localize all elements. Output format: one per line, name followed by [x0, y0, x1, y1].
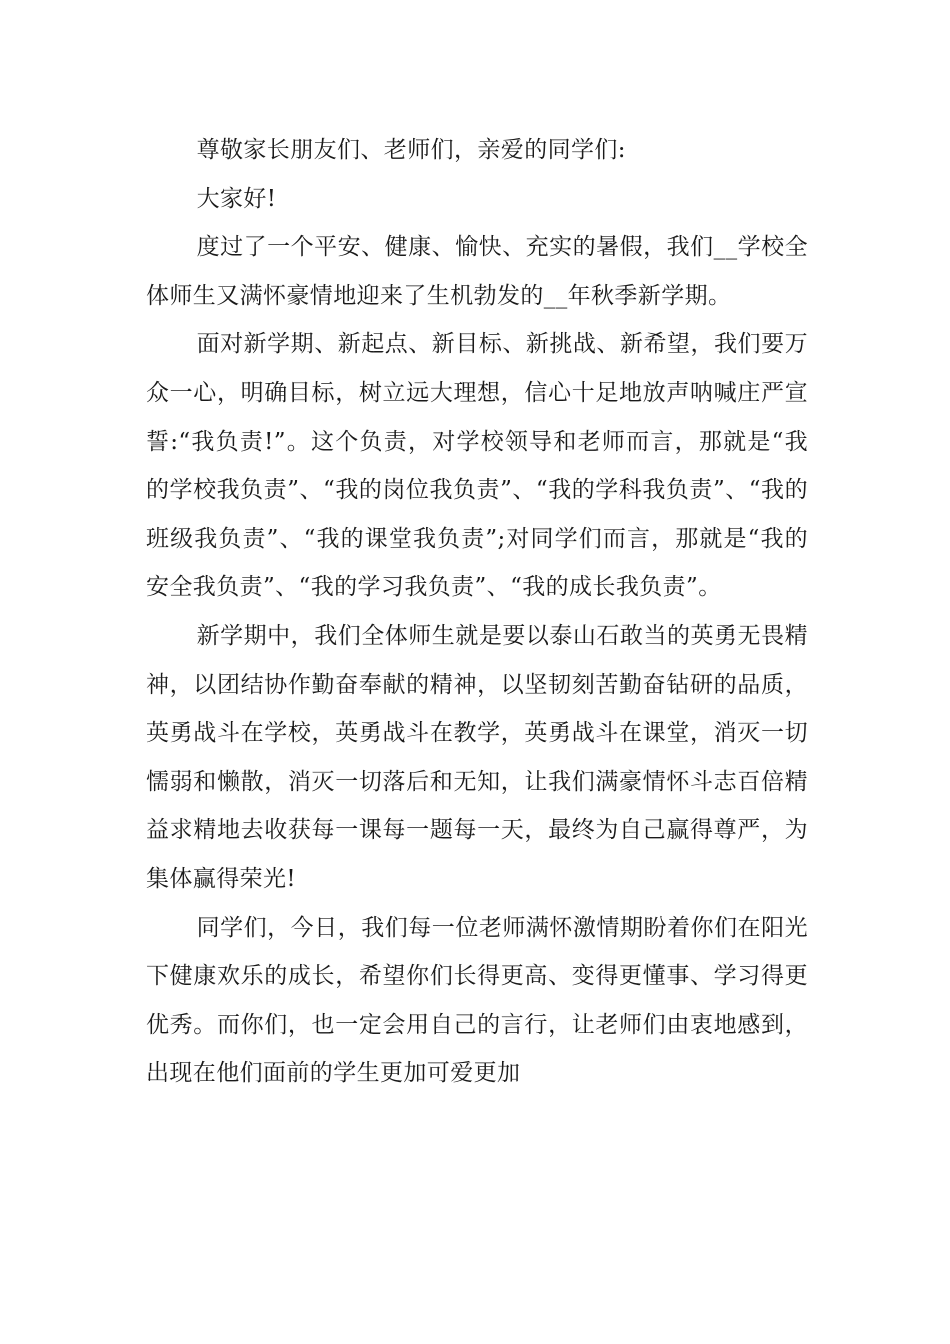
body-paragraph: 度过了一个平安、健康、愉快、充实的暑假，我们__学校全体师生又满怀豪情地迎来了生机勃发的__年秋季新学期。	[146, 234, 808, 309]
document-body	[146, 126, 808, 1098]
body-paragraph: 同学们，今日，我们每一位老师满怀激情期盼着你们在阳光下健康欢乐的成长，希望你们长得更高、变得更懂事、学习得更优秀。而你们，也一定会用自己的言行，让老师们由衷地感到，出现在他们面前的学生更加可爱更加	[146, 914, 808, 1087]
greeting-paragraph: 大家好!	[196, 185, 277, 212]
body-paragraph: 新学期中，我们全体师生就是要以泰山石敢当的英勇无畏精神，以团结协作勤奋奉献的精神，以坚韧刻苦勤奋钻研的品质，英勇战斗在学校，英勇战斗在教学，英勇战斗在课堂，消灭一切懦弱和懒散，消灭一切落后和无知，让我们满豪情怀斗志百倍精益求精地去收获每一课每一题每一天，最终为自己赢得尊严，为集体赢得荣光!	[146, 622, 808, 892]
salutation-paragraph: 尊敬家长朋友们、老师们，亲爱的同学们:	[196, 137, 626, 163]
body-paragraph: 面对新学期、新起点、新目标、新挑战、新希望，我们要万众一心，明确目标，树立远大理想，信心十足地放声呐喊庄严宣誓:“我负责!”。这个负责，对学校领导和老师而言，那就是“我的学校我负责”、“我的岗位我负责”、“我的学科我负责”、“我的班级我负责”、“我的课堂我负责”;对同学们而言，那就是“我的安全我负责”、“我的学习我负责”、“我的成长我负责”。	[146, 331, 808, 601]
